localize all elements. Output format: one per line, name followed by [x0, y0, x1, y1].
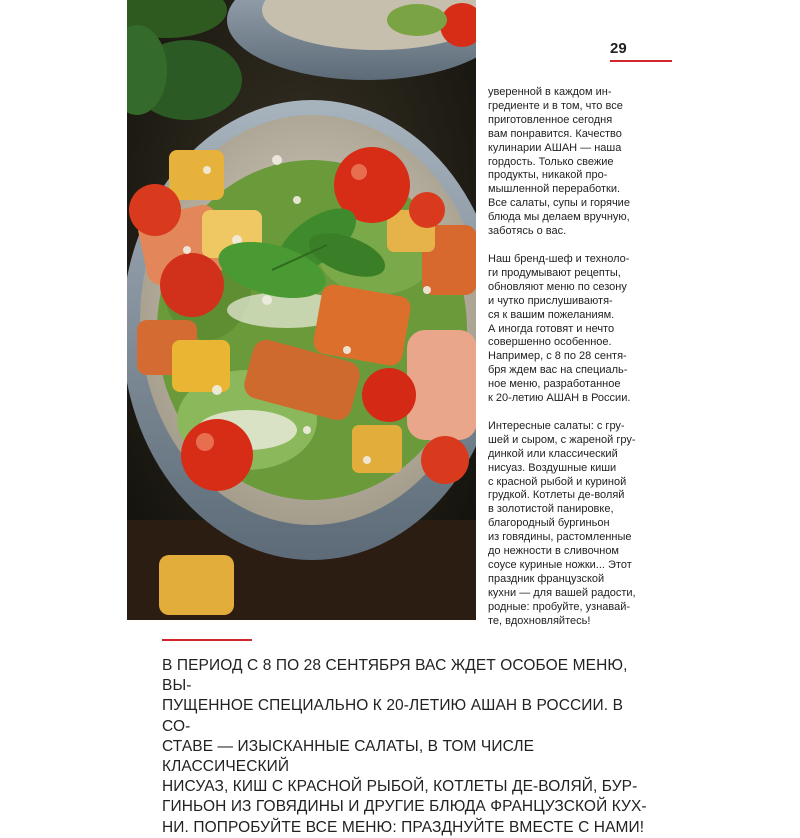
column-paragraph-3: Интересные салаты: с гру- шей и сыром, с жареной гру- динкой или классический нисуаз. Воздушные киши с красной рыбой и куриной грудкой. Котлеты де-воляй в золотистой панировке, благородный бургиньон из говядины, растомленные до нежности в сливочном соусе куриные ножки... Этот праздник французской кухни — для вашей радости, родные: пробуйте, узнавай- те, вдохновляйтесь! [488, 419, 636, 627]
red-accent-rule-bottom [162, 639, 252, 641]
salad-illustration [127, 0, 476, 620]
page-number: 29 [610, 40, 627, 57]
text-column [488, 86, 648, 643]
caesar-salad-photo [127, 0, 476, 620]
red-accent-rule-top [610, 60, 672, 62]
column-paragraph-2: Наш бренд-шеф и техноло- ги продумывают рецепты, обновляют меню по сезону и чутко прислушиваютя- ся к вашим пожеланиям. А иногда готовят и нечто совершенно особенное. Например, с 8 по 28 сентя- бря ждем вас на специаль- ное меню, разработанное к 20-летию АШАН в России. [488, 252, 631, 405]
column-paragraph-1: уверенной в каждом ин- гредиенте и в том, что все приготовленное сегодня вам понравится. Качество кулинарии АШАН — наша гордость. Только свежие продукты, никакой про- мышленной переработки. Все салаты, супы и горячие блюда мы делаем вручную, заботясь о вас. [488, 86, 630, 238]
callout-text: В ПЕРИОД С 8 ПО 28 СЕНТЯБРЯ ВАС ЖДЕТ ОСОБОЕ МЕНЮ, ВЫ- ПУЩЕННОЕ СПЕЦИАЛЬНО К 20-ЛЕТИЮ АШАН В РОССИИ. В СО- СТАВЕ — ИЗЫСКАННЫЕ САЛАТЫ, В ТОМ ЧИСЛЕ КЛАССИЧЕСКИЙ НИСУАЗ, КИШ С КРАСНОЙ РЫБОЙ, КОТЛЕТЫ ДЕ-ВОЛЯЙ, БУР- ГИНЬОН ИЗ ГОВЯДИНЫ И ДРУГИЕ БЛЮДА ФРАНЦУЗСКОЙ КУХ- НИ. ПОПРОБУЙТЕ ВСЕ МЕНЮ: ПРАЗДНУЙТЕ ВМЕСТЕ С НАМИ! [162, 657, 647, 836]
